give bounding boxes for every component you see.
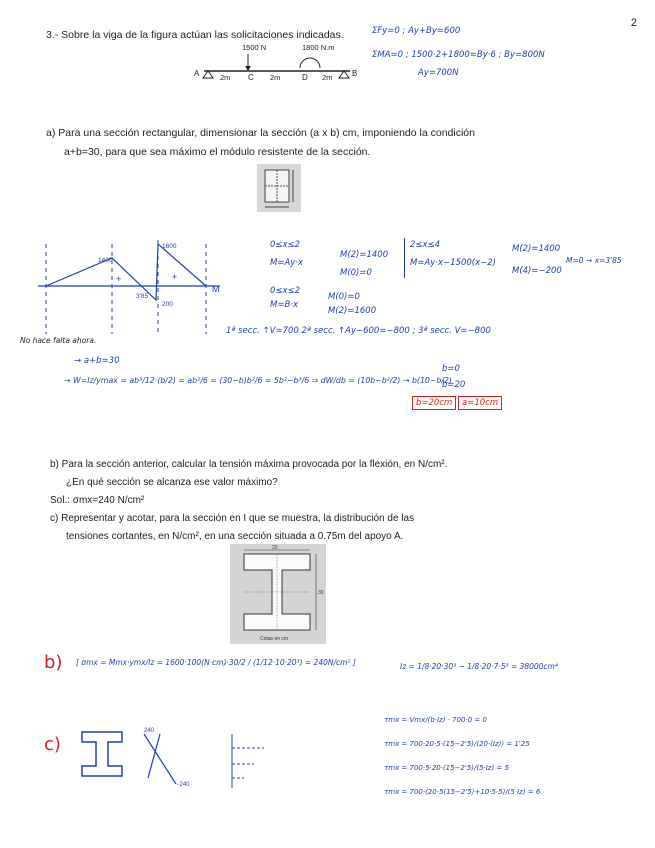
seg3-title: 0≤x≤2 bbox=[270, 286, 301, 296]
fig-dim-top: 20 bbox=[272, 545, 278, 551]
seg3-v2: M(2)=1600 bbox=[328, 306, 377, 316]
part-b-sol: Sol.: σmx=240 N/cm² bbox=[50, 495, 145, 506]
diag-1600: 1600 bbox=[162, 243, 177, 250]
part-c-text: c) Representar y acotar, para la sección en I que se muestra, la distribución de las bbox=[50, 513, 415, 524]
seg1-m: M=Ay·x bbox=[270, 258, 304, 268]
span-mid: 2m bbox=[270, 73, 281, 82]
sol-a2-b20: b=20 bbox=[442, 380, 466, 390]
diag-1400: 1400 bbox=[98, 257, 113, 264]
diag-m-label: M bbox=[212, 284, 220, 294]
tau-4: τmx = 700·(20·5(15−2'5)+10·5·5)/(5·Iz) = 6 bbox=[384, 788, 541, 796]
moment-arrow bbox=[300, 58, 320, 68]
seg2-v3: M=0 → x=3'85 bbox=[566, 256, 622, 265]
part-c-text2: tensiones cortantes, en N/cm², en una sección situada a 0.75m del apoyo A. bbox=[66, 531, 404, 542]
iz-formula: Iz = 1/8·20·30³ − 1/8·20·7·5³ = 38000cm⁴ bbox=[400, 662, 558, 671]
support-a bbox=[203, 71, 213, 78]
c-label: c) bbox=[44, 734, 61, 755]
fig-dim-right: 30 bbox=[318, 590, 324, 596]
hw-eq2: ΣMA=0 ; 1500·2+1800=By·6 ; By=800N bbox=[372, 50, 545, 60]
part-b-text2: ¿En qué sección se alcanza ese valor máximo? bbox=[66, 477, 278, 488]
hw-eq1: ΣFy=0 ; Ay+By=600 bbox=[372, 26, 461, 36]
no-need-note: No hace falta ahora. bbox=[20, 336, 97, 345]
rect-section-figure bbox=[257, 164, 301, 212]
point-c: C bbox=[248, 73, 254, 82]
seg2-title: 2≤x≤4 bbox=[410, 240, 441, 250]
fig-caption: Cotas en cm bbox=[260, 636, 289, 642]
c-240-top: 240 bbox=[144, 728, 155, 734]
support-b bbox=[339, 71, 349, 78]
box-a: a=10cm bbox=[458, 396, 502, 410]
box-b: b=20cm bbox=[412, 396, 456, 410]
problem-statement: 3.- Sobre la viga de la figura actúan las solicitaciones indicadas. bbox=[46, 29, 344, 41]
seg2-v1: M(2)=1400 bbox=[512, 244, 561, 254]
seg3-v1: M(0)=0 bbox=[328, 292, 360, 302]
seg2-m: M=Ay·x−1500(x−2) bbox=[410, 258, 496, 268]
point-b: B bbox=[352, 69, 358, 78]
seg3-m: M=B·x bbox=[270, 300, 299, 310]
seg1-v1: M(2)=1400 bbox=[340, 250, 389, 260]
load-force-label: 1500 N bbox=[242, 43, 267, 52]
i-section-figure bbox=[230, 544, 326, 644]
page-number: 2 bbox=[630, 17, 637, 29]
point-a: A bbox=[194, 69, 200, 78]
tau-2: τmx = 700·20·5·(15−2'5)/(20·(Iz)) = 1'25 bbox=[384, 740, 530, 748]
diag-plus-2: + bbox=[172, 272, 178, 282]
tau-3: τmx = 700·5·20·(15−2'5)/(5·Iz) = 5 bbox=[384, 764, 509, 772]
part-b-text: b) Para la sección anterior, calcular la tensión máxima provocada por la flexión, en N/cm². bbox=[50, 459, 448, 470]
part-a-text2: a+b=30, para que sea máximo el módulo resistente de la sección. bbox=[64, 146, 371, 158]
seg1-v2: M(0)=0 bbox=[340, 268, 372, 278]
shear-line: 1ª secc. ↑V=700 2ª secc. ↑Ay−600=−800 ; 3ª secc. V=−800 bbox=[226, 326, 491, 336]
diag-plus-1: + bbox=[116, 274, 122, 284]
point-d: D bbox=[302, 73, 308, 82]
sol-a2-b0: b=0 bbox=[442, 364, 460, 374]
seg1-title: 0≤x≤2 bbox=[270, 240, 301, 250]
diag-385: 3'85 bbox=[136, 293, 149, 300]
tau-1: τmx = Vmx/(b·Iz) · 700·0 = 0 bbox=[384, 716, 487, 724]
c-240-bot: −240 bbox=[176, 782, 190, 788]
part-a-text: a) Para una sección rectangular, dimensionar la sección (a x b) cm, imponiendo la condición bbox=[46, 127, 475, 139]
b-formula: [ σmx = Mmx·ymx/Iz = 1600·100(N·cm)·30/2 / (1/12·10·20³) = 240N/cm² ] bbox=[76, 658, 356, 667]
b-label: b) bbox=[44, 652, 63, 673]
moment-diagram bbox=[36, 238, 226, 338]
beam-figure bbox=[190, 40, 370, 88]
diag-200: 200 bbox=[162, 301, 173, 308]
span-left: 2m bbox=[220, 73, 231, 82]
sol-a1: → a+b=30 bbox=[74, 356, 120, 366]
shear-sketch bbox=[78, 720, 278, 792]
hw-eq3: Ay=700N bbox=[418, 68, 459, 78]
sol-a2: → W=Iz/ymax = ab³/12·(b/2) = ab²/6 = (30−b)b²/6 = 5b²−b³/6 ⇒ dW/db = (10b−b²/2) → b(10−b/2) bbox=[64, 376, 452, 385]
load-moment-label: 1800 N.m bbox=[302, 43, 335, 52]
divider-line bbox=[404, 238, 405, 278]
seg2-v2: M(4)=−200 bbox=[512, 266, 562, 276]
span-right: 2m bbox=[322, 73, 333, 82]
